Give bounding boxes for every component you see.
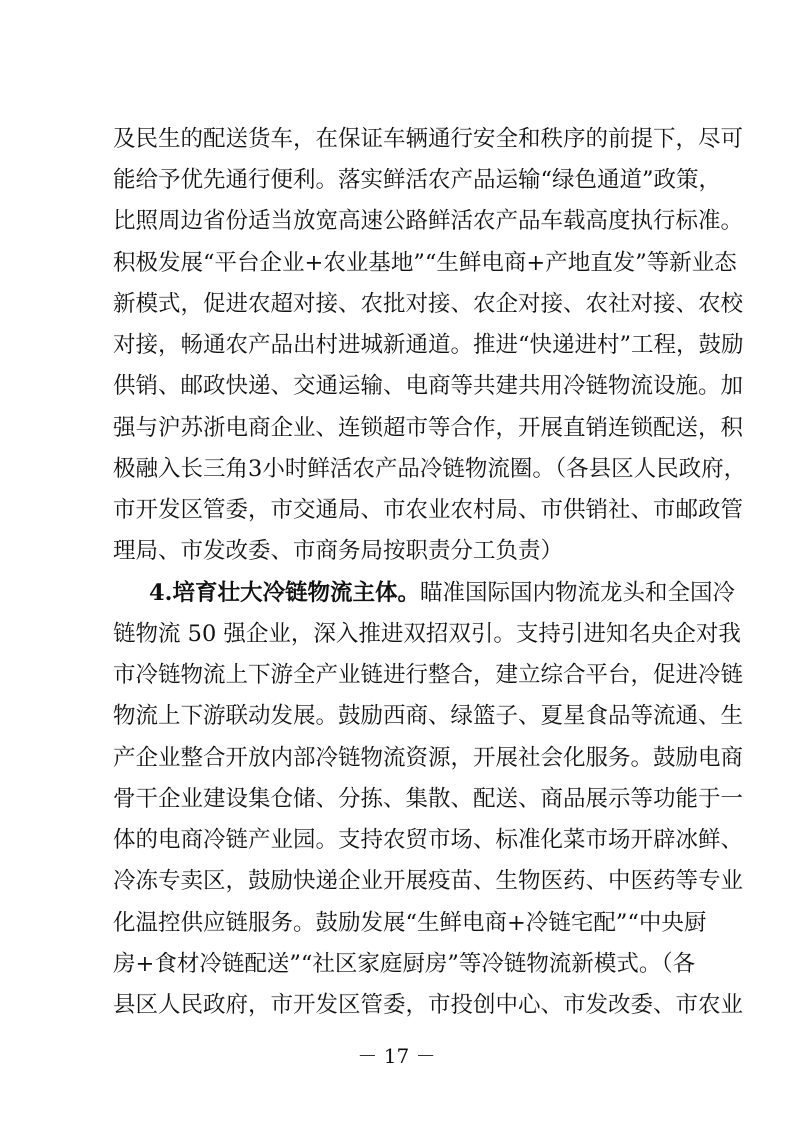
- paragraph-1-line-1: 及民生的配送货车，在保证车辆通行安全和秩序的前提下，尽可: [113, 126, 744, 152]
- paragraph-2-line-8: 冷冻专卖区，鼓励快递企业开展疫苗、生物医药、中医药等专业: [113, 868, 744, 894]
- paragraph-1-line-9: 极融入长三角3小时鲜活农产品冷链物流圈。（各县区人民政府，: [113, 456, 747, 482]
- paragraph-1-line-11: 理局、市发改委、市商务局按职责分工负责）: [113, 538, 564, 564]
- paragraph-2-line-9: 化温控供应链服务。鼓励发展“生鲜电商+冷链宅配”“中央厨: [113, 910, 707, 936]
- page-number: － 17 －: [357, 1044, 436, 1068]
- paragraph-2-first-line-text: 瞄准国际国内物流龙头和全国冷: [420, 580, 736, 606]
- paragraph-1-line-8: 强与沪苏浙电商企业、连锁超市等合作，开展直销连锁配送，积: [113, 415, 744, 441]
- paragraph-1-line-2: 能给予优先通行便利。落实鲜活农产品运输“绿色通道”政策，: [113, 167, 722, 193]
- paragraph-2-line-3: 市冷链物流上下游全产业链进行整合，建立综合平台，促进冷链: [113, 662, 744, 688]
- paragraph-2-line-7: 体的电商冷链产业园。支持农贸市场、标准化菜市场开辟冰鲜、: [113, 827, 744, 853]
- paragraph-1-line-3: 比照周边省份适当放宽高速公路鲜活农产品车载高度执行标准。: [113, 208, 744, 234]
- paragraph-1-line-10: 市开发区管委，市交通局、市农业农村局、市供销社、市邮政管: [113, 497, 744, 523]
- paragraph-1-line-7: 供销、邮政快递、交通运输、电商等共建共用冷链物流设施。加: [113, 373, 744, 399]
- paragraph-2-line-2: 链物流 50 强企业，深入推进双招双引。支持引进知名央企对我: [113, 621, 741, 647]
- paragraph-2-line-11: 县区人民政府，市开发区管委，市投创中心、市发改委、市农业: [113, 992, 744, 1018]
- paragraph-1-line-6: 对接，畅通农产品出村进城新通道。推进“快递进村”工程，鼓励: [113, 332, 744, 358]
- paragraph-2-line-4: 物流上下游联动发展。鼓励西商、绿篮子、夏星食品等流通、生: [113, 703, 744, 729]
- section-heading: 4.培育壮大冷链物流主体。: [149, 580, 420, 606]
- paragraph-2-line-10: 房+食材冷链配送”“社区家庭厨房”等冷链物流新模式。（各: [113, 951, 696, 977]
- paragraph-2-line-6: 骨干企业建设集仓储、分拣、集散、配送、商品展示等功能于一: [113, 786, 744, 812]
- paragraph-1-line-4: 积极发展“平台企业+农业基地”“生鲜电商+产地直发”等新业态: [113, 250, 737, 276]
- paragraph-1-line-5: 新模式，促进农超对接、农批对接、农企对接、农社对接、农校: [113, 291, 744, 317]
- paragraph-2-line-5: 产企业整合开放内部冷链物流资源，开展社会化服务。鼓励电商: [113, 745, 744, 771]
- paragraph-2-first-line: [149, 578, 736, 608]
